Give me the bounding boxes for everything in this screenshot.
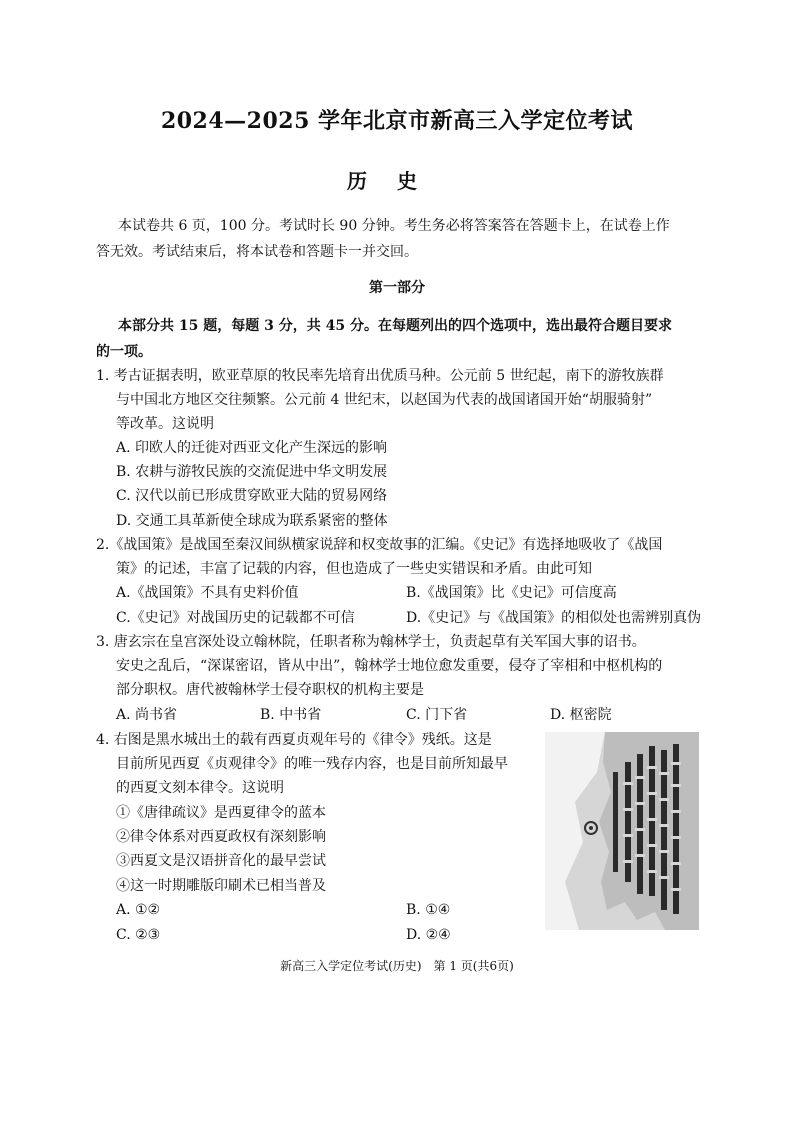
part-intro-line-1: 本部分共 15 题，每题 3 分，共 45 分。在每题列出的四个选项中，选出最符合题目要求 xyxy=(118,318,672,334)
q1-option-b: B. 农耕与游牧民族的交流促进中华文明发展 xyxy=(116,464,388,480)
q4-option-b: B. ①④ xyxy=(406,902,451,918)
q2-stem-line-1: 2.《战国策》是战国至秦汉间纵横家说辞和权变故事的汇编。《史记》有选择地吸收了《战国 xyxy=(96,537,663,553)
q2-option-c: C.《史记》对战国历史的记载都不可信 xyxy=(116,610,355,626)
q2-option-d: D.《史记》与《战国策》的相似处也需辨别真伪 xyxy=(406,610,702,626)
q3-stem-line-2: 安史之乱后，“深谋密诏，皆从中出”，翰林学士地位愈发重要，侵夺了宰相和中枢机构的 xyxy=(116,658,663,674)
q4-statement-2: ②律令体系对西夏政权有深刻影响 xyxy=(116,829,326,845)
q3-option-a: A. 尚书省 xyxy=(116,707,178,723)
q3-option-d: D. 枢密院 xyxy=(550,707,612,723)
q4-statement-1: ①《唐律疏议》是西夏律令的蓝本 xyxy=(116,805,326,821)
q1-option-d: D. 交通工具革新使全球成为联系紧密的整体 xyxy=(116,513,388,529)
q1-stem-line-1: 1. 考古证据表明，欧亚草原的牧民率先培育出优质马种。公元前 5 世纪起，南下的游牧族群 xyxy=(96,368,664,384)
q1-option-c: C. 汉代以前已形成贯穿欧亚大陆的贸易网络 xyxy=(116,488,388,504)
instructions-line-1: 本试卷共 6 页，100 分。考试时长 90 分钟。考生务必将答案答在答题卡上，在试卷上作 xyxy=(118,218,670,234)
part-intro-line-2: 的一项。 xyxy=(96,344,152,360)
q3-stem-line-3: 部分职权。唐代被翰林学士侵夺职权的机构主要是 xyxy=(116,682,424,698)
q2-stem-line-2: 策》的记述，丰富了记载的内容，但也造成了一些史实错误和矛盾。由此可知 xyxy=(116,561,592,577)
page-footer: 新高三入学定位考试(历史) 第 1 页(共6页) xyxy=(280,959,514,973)
q4-stem-line-1: 4. 右图是黑水城出土的载有西夏贞观年号的《律令》残纸。这是 xyxy=(96,732,492,748)
xixia-code-fragment-image xyxy=(545,732,699,930)
instructions-line-2: 答无效。考试结束后，将本试卷和答题卡一并交回。 xyxy=(96,244,418,260)
q3-option-c: C. 门下省 xyxy=(406,707,468,723)
q4-statement-3: ③西夏文是汉语拼音化的最早尝试 xyxy=(116,853,326,869)
q1-stem-line-3: 等改革。这说明 xyxy=(116,416,214,432)
q3-stem-line-1: 3. 唐玄宗在皇宫深处设立翰林院，任职者称为翰林学士，负责起草有关军国大事的诏书。 xyxy=(96,634,646,650)
q4-stem-line-3: 的西夏文刻本律令。这说明 xyxy=(116,780,284,796)
q2-option-a: A.《战国策》不具有史料价值 xyxy=(116,585,299,601)
q1-option-a: A. 印欧人的迁徙对西亚文化产生深远的影响 xyxy=(116,440,388,456)
q3-option-b: B. 中书省 xyxy=(260,707,322,723)
part-title: 第一部分 xyxy=(369,280,425,296)
exam-title: 2024—2025 学年北京市新高三入学定位考试 xyxy=(160,108,634,134)
q4-option-a: A. ①② xyxy=(116,902,161,918)
fragment-texture xyxy=(545,732,699,930)
q4-stem-line-2: 目前所见西夏《贞观律令》的唯一残存内容，也是目前所知最早 xyxy=(116,756,508,772)
q4-statement-4: ④这一时期雕版印刷术已相当普及 xyxy=(116,878,326,894)
q1-stem-line-2: 与中国北方地区交往频繁。公元前 4 世纪末，以赵国为代表的战国诸国开始“胡服骑射” xyxy=(116,392,653,408)
subject-heading: 历史 xyxy=(347,169,447,193)
q4-option-d: D. ②④ xyxy=(406,927,451,943)
q4-option-c: C. ②③ xyxy=(116,927,161,943)
q2-option-b: B.《战国策》比《史记》可信度高 xyxy=(406,585,617,601)
